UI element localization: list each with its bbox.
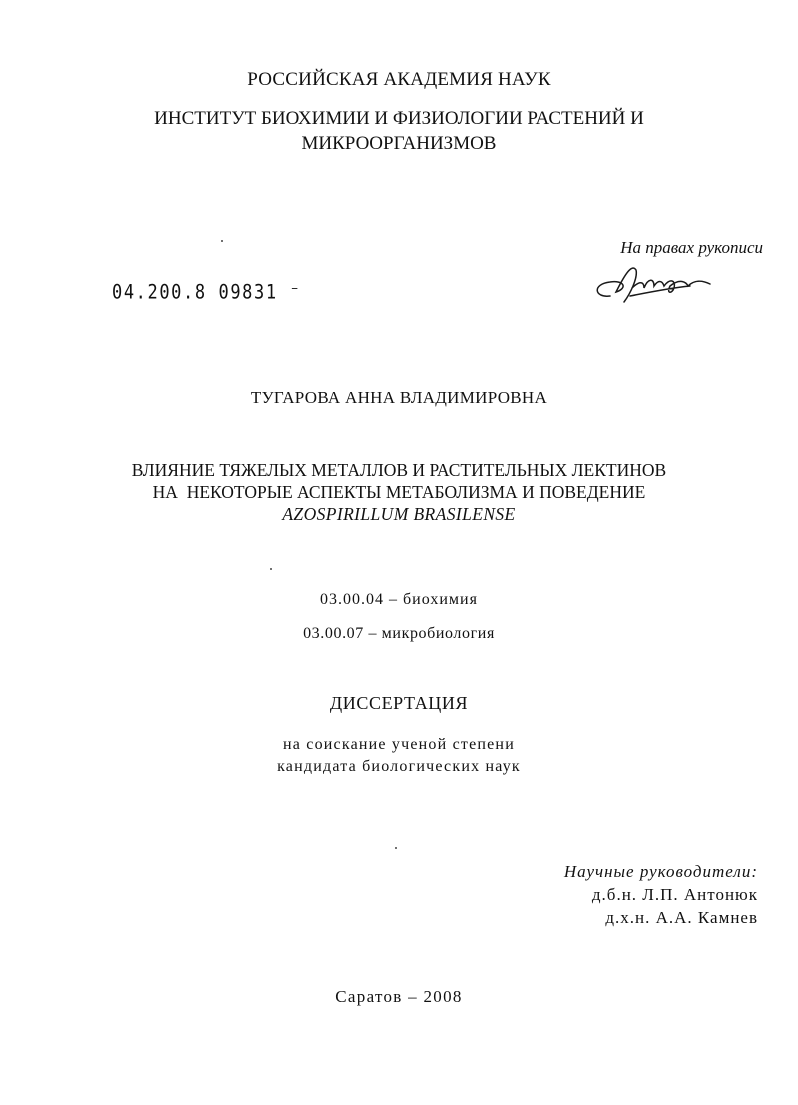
handwritten-signature (590, 258, 720, 310)
supervisor-1: д.б.н. Л.П. Антонюк (591, 885, 758, 904)
specialty-microbiology: 03.00.07 – микробиология (303, 625, 495, 642)
scan-speck (395, 847, 397, 849)
document-type: ДИССЕРТАЦИЯ (329, 693, 469, 713)
title-line-3: AZOSPIRILLUM BRASILENSE (282, 504, 516, 524)
place-year: Саратов – 2008 (335, 987, 463, 1006)
academy-name: РОССИЙСКАЯ АКАДЕМИЯ НАУК (247, 69, 551, 90)
specialty-biochemistry: 03.00.04 – биохимия (320, 591, 478, 608)
scan-speck (270, 568, 272, 570)
supervisors-label: Научные руководители: (563, 862, 758, 881)
manuscript-rights: На правах рукописи (620, 238, 763, 257)
degree-line-1: на соискание ученой степени (283, 736, 515, 753)
institute-line-2: МИКРООРГАНИЗМОВ (301, 133, 497, 154)
degree-info (0, 734, 798, 778)
institute-name (0, 106, 798, 156)
supervisors-block (564, 860, 758, 929)
registration-number-text: 04.200.8 09831 (112, 281, 278, 304)
author-name: ТУГАРОВА АННА ВЛАДИМИРОВНА (250, 388, 548, 407)
scan-speck (221, 240, 223, 242)
registration-number: 04.200.8 09831 ⁻ (112, 281, 302, 304)
supervisor-2: д.х.н. А.А. Камнев (605, 908, 758, 927)
degree-line-2: кандидата биологических наук (277, 758, 521, 775)
institute-line-1: ИНСТИТУТ БИОХИМИИ И ФИЗИОЛОГИИ РАСТЕНИЙ И (154, 108, 644, 129)
title-line-1: ВЛИЯНИЕ ТЯЖЕЛЫХ МЕТАЛЛОВ И РАСТИТЕЛЬНЫХ ЛЕКТИНОВ (131, 460, 667, 480)
title-line-2: НА НЕКОТОРЫЕ АСПЕКТЫ МЕТАБОЛИЗМА И ПОВЕДЕНИЕ (152, 482, 646, 502)
dissertation-title (0, 459, 798, 525)
